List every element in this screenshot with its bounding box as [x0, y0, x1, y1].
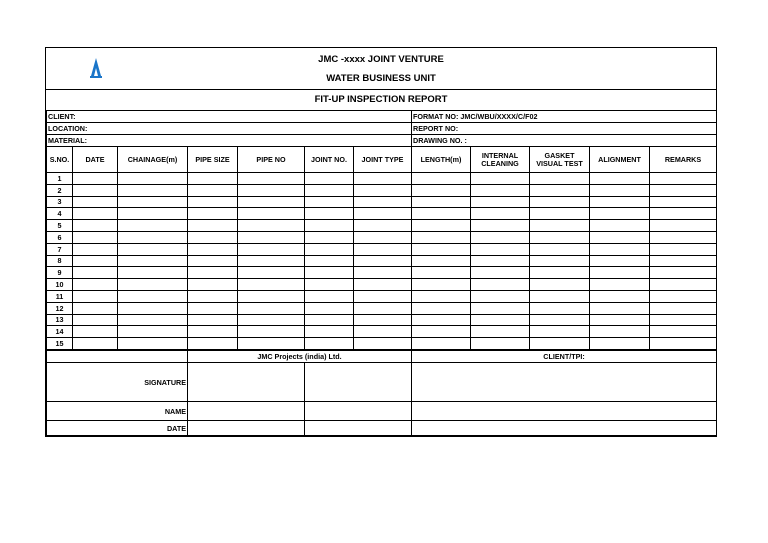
table-cell[interactable] — [118, 208, 188, 220]
table-cell[interactable] — [650, 173, 717, 185]
table-row — [47, 243, 717, 255]
table-cell[interactable] — [73, 279, 118, 291]
table-cell[interactable] — [412, 279, 471, 291]
table-cell[interactable] — [238, 196, 305, 208]
table-cell[interactable] — [73, 326, 118, 338]
table-row — [47, 231, 717, 243]
row-number: 1 — [47, 173, 73, 185]
table-cell[interactable] — [118, 314, 188, 326]
table-cell[interactable] — [354, 208, 412, 220]
table-row — [47, 290, 717, 302]
table-cell[interactable] — [118, 267, 188, 279]
table-cell[interactable] — [650, 302, 717, 314]
table-cell[interactable] — [412, 173, 471, 185]
client-name-cell[interactable] — [412, 402, 717, 421]
table-cell[interactable] — [650, 196, 717, 208]
table-cell[interactable] — [650, 314, 717, 326]
table-cell[interactable] — [650, 255, 717, 267]
table-row — [47, 267, 717, 279]
table-row — [47, 255, 717, 267]
table-cell[interactable] — [305, 314, 354, 326]
table-cell[interactable] — [471, 290, 530, 302]
table-cell[interactable] — [188, 208, 238, 220]
table-cell[interactable] — [188, 220, 238, 232]
table-cell[interactable] — [118, 302, 188, 314]
table-row — [47, 220, 717, 232]
unit-title: WATER BUSINESS UNIT — [326, 73, 436, 84]
table-cell[interactable] — [590, 326, 650, 338]
table-cell[interactable] — [471, 279, 530, 291]
date-label: DATE — [47, 421, 188, 436]
table-cell[interactable] — [590, 290, 650, 302]
table-cell[interactable] — [354, 184, 412, 196]
table-cell[interactable] — [118, 338, 188, 350]
company-date-cell-2[interactable] — [305, 421, 412, 436]
table-cell[interactable] — [305, 220, 354, 232]
table-cell[interactable] — [73, 243, 118, 255]
table-cell[interactable] — [650, 338, 717, 350]
table-cell[interactable] — [73, 290, 118, 302]
row-number: 12 — [47, 302, 73, 314]
table-cell[interactable] — [650, 279, 717, 291]
table-cell[interactable] — [238, 173, 305, 185]
table-cell[interactable] — [73, 267, 118, 279]
column-header: LENGTH(m) — [412, 147, 471, 173]
table-cell[interactable] — [354, 173, 412, 185]
company-signature-cell-2[interactable] — [305, 363, 412, 402]
table-cell[interactable] — [305, 338, 354, 350]
row-number: 13 — [47, 314, 73, 326]
table-cell[interactable] — [412, 314, 471, 326]
table-cell[interactable] — [471, 326, 530, 338]
table-cell[interactable] — [354, 314, 412, 326]
table-cell[interactable] — [412, 196, 471, 208]
table-row — [47, 196, 717, 208]
table-cell[interactable] — [471, 338, 530, 350]
table-cell[interactable] — [354, 220, 412, 232]
table-cell[interactable] — [590, 220, 650, 232]
table-cell[interactable] — [354, 326, 412, 338]
table-cell[interactable] — [238, 231, 305, 243]
table-cell[interactable] — [305, 208, 354, 220]
table-cell[interactable] — [590, 231, 650, 243]
table-cell[interactable] — [188, 184, 238, 196]
table-cell[interactable] — [188, 326, 238, 338]
table-cell[interactable] — [650, 326, 717, 338]
table-cell[interactable] — [530, 243, 590, 255]
table-cell[interactable] — [412, 243, 471, 255]
table-row — [47, 173, 717, 185]
table-cell[interactable] — [471, 184, 530, 196]
table-cell[interactable] — [354, 290, 412, 302]
table-cell[interactable] — [354, 243, 412, 255]
table-cell[interactable] — [530, 255, 590, 267]
company-date-cell[interactable] — [188, 421, 305, 436]
table-cell[interactable] — [238, 338, 305, 350]
table-cell[interactable] — [305, 326, 354, 338]
table-cell[interactable] — [305, 279, 354, 291]
table-cell[interactable] — [118, 196, 188, 208]
table-cell[interactable] — [238, 302, 305, 314]
table-row — [47, 326, 717, 338]
table-cell[interactable] — [471, 267, 530, 279]
table-cell[interactable] — [354, 267, 412, 279]
table-cell[interactable] — [73, 255, 118, 267]
material-label: MATERIAL: — [47, 135, 412, 147]
company-name-cell[interactable] — [188, 402, 305, 421]
table-cell[interactable] — [590, 267, 650, 279]
table-cell[interactable] — [118, 231, 188, 243]
table-cell[interactable] — [412, 302, 471, 314]
report-title: FIT-UP INSPECTION REPORT — [314, 94, 448, 105]
table-cell[interactable] — [590, 243, 650, 255]
table-cell[interactable] — [412, 326, 471, 338]
row-number: 5 — [47, 220, 73, 232]
table-cell[interactable] — [590, 208, 650, 220]
table-cell[interactable] — [354, 279, 412, 291]
table-cell[interactable] — [412, 231, 471, 243]
table-cell[interactable] — [590, 184, 650, 196]
company-sign-label: JMC Projects (india) Ltd. — [188, 351, 412, 363]
table-cell[interactable] — [471, 231, 530, 243]
table-header-row — [47, 147, 717, 173]
table-cell[interactable] — [305, 184, 354, 196]
column-header: S.NO. — [47, 147, 73, 173]
table-cell[interactable] — [650, 220, 717, 232]
table-row — [47, 338, 717, 350]
column-header: GASKET VISUAL TEST — [530, 147, 590, 173]
table-cell[interactable] — [530, 196, 590, 208]
table-cell[interactable] — [471, 173, 530, 185]
table-cell[interactable] — [188, 338, 238, 350]
row-number: 9 — [47, 267, 73, 279]
table-cell[interactable] — [118, 326, 188, 338]
table-cell[interactable] — [354, 231, 412, 243]
table-cell[interactable] — [238, 279, 305, 291]
client-sign-label: CLIENT/TPI: — [412, 351, 717, 363]
table-cell[interactable] — [530, 314, 590, 326]
table-cell[interactable] — [238, 314, 305, 326]
row-number: 6 — [47, 231, 73, 243]
table-cell[interactable] — [530, 326, 590, 338]
name-label: NAME — [47, 402, 188, 421]
table-cell[interactable] — [650, 184, 717, 196]
table-cell[interactable] — [188, 231, 238, 243]
table-cell[interactable] — [305, 196, 354, 208]
row-number: 11 — [47, 290, 73, 302]
column-header: ALIGNMENT — [590, 147, 650, 173]
table-cell[interactable] — [590, 255, 650, 267]
table-cell[interactable] — [188, 196, 238, 208]
table-cell[interactable] — [305, 231, 354, 243]
table-cell[interactable] — [590, 196, 650, 208]
report-no-label: REPORT NO: — [412, 123, 717, 135]
table-cell[interactable] — [412, 255, 471, 267]
table-cell[interactable] — [354, 196, 412, 208]
table-cell[interactable] — [188, 255, 238, 267]
table-cell[interactable] — [305, 255, 354, 267]
table-cell[interactable] — [530, 302, 590, 314]
table-cell[interactable] — [530, 208, 590, 220]
table-cell[interactable] — [238, 243, 305, 255]
table-cell[interactable] — [590, 314, 650, 326]
table-cell[interactable] — [530, 267, 590, 279]
inspection-form — [45, 47, 717, 437]
table-cell[interactable] — [530, 338, 590, 350]
table-cell[interactable] — [471, 196, 530, 208]
table-cell[interactable] — [530, 220, 590, 232]
table-cell[interactable] — [471, 220, 530, 232]
table-cell[interactable] — [118, 220, 188, 232]
table-cell[interactable] — [412, 338, 471, 350]
table-cell[interactable] — [354, 255, 412, 267]
table-cell[interactable] — [412, 208, 471, 220]
table-cell[interactable] — [412, 184, 471, 196]
column-header: JOINT NO. — [305, 147, 354, 173]
table-cell[interactable] — [650, 290, 717, 302]
table-cell[interactable] — [238, 326, 305, 338]
table-cell[interactable] — [188, 302, 238, 314]
row-number: 8 — [47, 255, 73, 267]
table-cell[interactable] — [118, 255, 188, 267]
row-number: 4 — [47, 208, 73, 220]
table-cell[interactable] — [305, 173, 354, 185]
table-cell[interactable] — [73, 231, 118, 243]
column-header: CHAINAGE(m) — [118, 147, 188, 173]
row-number: 3 — [47, 196, 73, 208]
divider — [46, 89, 716, 90]
table-cell[interactable] — [530, 279, 590, 291]
table-cell[interactable] — [188, 314, 238, 326]
table-cell[interactable] — [118, 243, 188, 255]
table-row — [47, 208, 717, 220]
table-cell[interactable] — [73, 184, 118, 196]
inspection-table — [46, 146, 717, 350]
table-cell[interactable] — [471, 243, 530, 255]
signature-label: SIGNATURE — [47, 363, 188, 402]
column-header: REMARKS — [650, 147, 717, 173]
table-cell[interactable] — [188, 173, 238, 185]
table-cell[interactable] — [238, 290, 305, 302]
column-header: PIPE NO — [238, 147, 305, 173]
table-cell[interactable] — [188, 267, 238, 279]
column-header: DATE — [73, 147, 118, 173]
table-cell[interactable] — [305, 302, 354, 314]
table-cell[interactable] — [412, 267, 471, 279]
table-cell[interactable] — [118, 173, 188, 185]
table-cell[interactable] — [118, 184, 188, 196]
row-number: 15 — [47, 338, 73, 350]
table-cell[interactable] — [73, 314, 118, 326]
table-cell[interactable] — [530, 184, 590, 196]
table-cell[interactable] — [73, 208, 118, 220]
table-cell[interactable] — [305, 290, 354, 302]
drawing-no-label: DRAWING NO. : — [412, 135, 717, 147]
table-row — [47, 279, 717, 291]
table-cell[interactable] — [354, 302, 412, 314]
table-cell[interactable] — [412, 220, 471, 232]
table-cell[interactable] — [305, 267, 354, 279]
table-cell[interactable] — [530, 173, 590, 185]
table-cell[interactable] — [188, 243, 238, 255]
table-cell[interactable] — [73, 173, 118, 185]
table-cell[interactable] — [238, 208, 305, 220]
table-cell[interactable] — [238, 220, 305, 232]
table-cell[interactable] — [238, 184, 305, 196]
table-cell[interactable] — [188, 279, 238, 291]
table-cell[interactable] — [471, 208, 530, 220]
table-cell[interactable] — [471, 255, 530, 267]
table-cell[interactable] — [354, 338, 412, 350]
table-cell[interactable] — [73, 302, 118, 314]
table-cell[interactable] — [73, 196, 118, 208]
table-cell[interactable] — [118, 279, 188, 291]
table-cell[interactable] — [188, 290, 238, 302]
company-title: JMC -xxxx JOINT VENTURE — [318, 54, 444, 65]
table-cell[interactable] — [650, 267, 717, 279]
column-header: JOINT TYPE — [354, 147, 412, 173]
table-cell[interactable] — [590, 302, 650, 314]
info-table — [46, 110, 717, 147]
table-cell[interactable] — [73, 220, 118, 232]
row-number: 10 — [47, 279, 73, 291]
company-name-cell-2[interactable] — [305, 402, 412, 421]
client-label: CLIENT: — [47, 111, 412, 123]
table-row — [47, 314, 717, 326]
table-cell[interactable] — [238, 267, 305, 279]
table-cell[interactable] — [650, 243, 717, 255]
table-cell[interactable] — [471, 314, 530, 326]
client-date-cell[interactable] — [412, 421, 717, 436]
table-row — [47, 302, 717, 314]
table-cell[interactable] — [238, 255, 305, 267]
column-header: PIPE SIZE — [188, 147, 238, 173]
table-cell[interactable] — [590, 173, 650, 185]
table-row — [47, 184, 717, 196]
table-cell[interactable] — [530, 290, 590, 302]
row-number: 7 — [47, 243, 73, 255]
client-signature-cell[interactable] — [412, 363, 717, 402]
location-label: LOCATION: — [47, 123, 412, 135]
table-cell[interactable] — [650, 231, 717, 243]
table-cell[interactable] — [305, 243, 354, 255]
table-cell[interactable] — [530, 231, 590, 243]
column-header: INTERNAL CLEANING — [471, 147, 530, 173]
row-number: 14 — [47, 326, 73, 338]
signature-table — [46, 350, 717, 436]
table-cell[interactable] — [650, 208, 717, 220]
table-cell[interactable] — [73, 338, 118, 350]
table-cell[interactable] — [118, 290, 188, 302]
table-cell[interactable] — [590, 279, 650, 291]
row-number: 2 — [47, 184, 73, 196]
format-no: FORMAT NO: JMC/WBU/XXXX/C/F02 — [412, 111, 717, 123]
company-signature-cell[interactable] — [188, 363, 305, 402]
table-cell[interactable] — [412, 290, 471, 302]
table-cell[interactable] — [590, 338, 650, 350]
table-cell[interactable] — [471, 302, 530, 314]
